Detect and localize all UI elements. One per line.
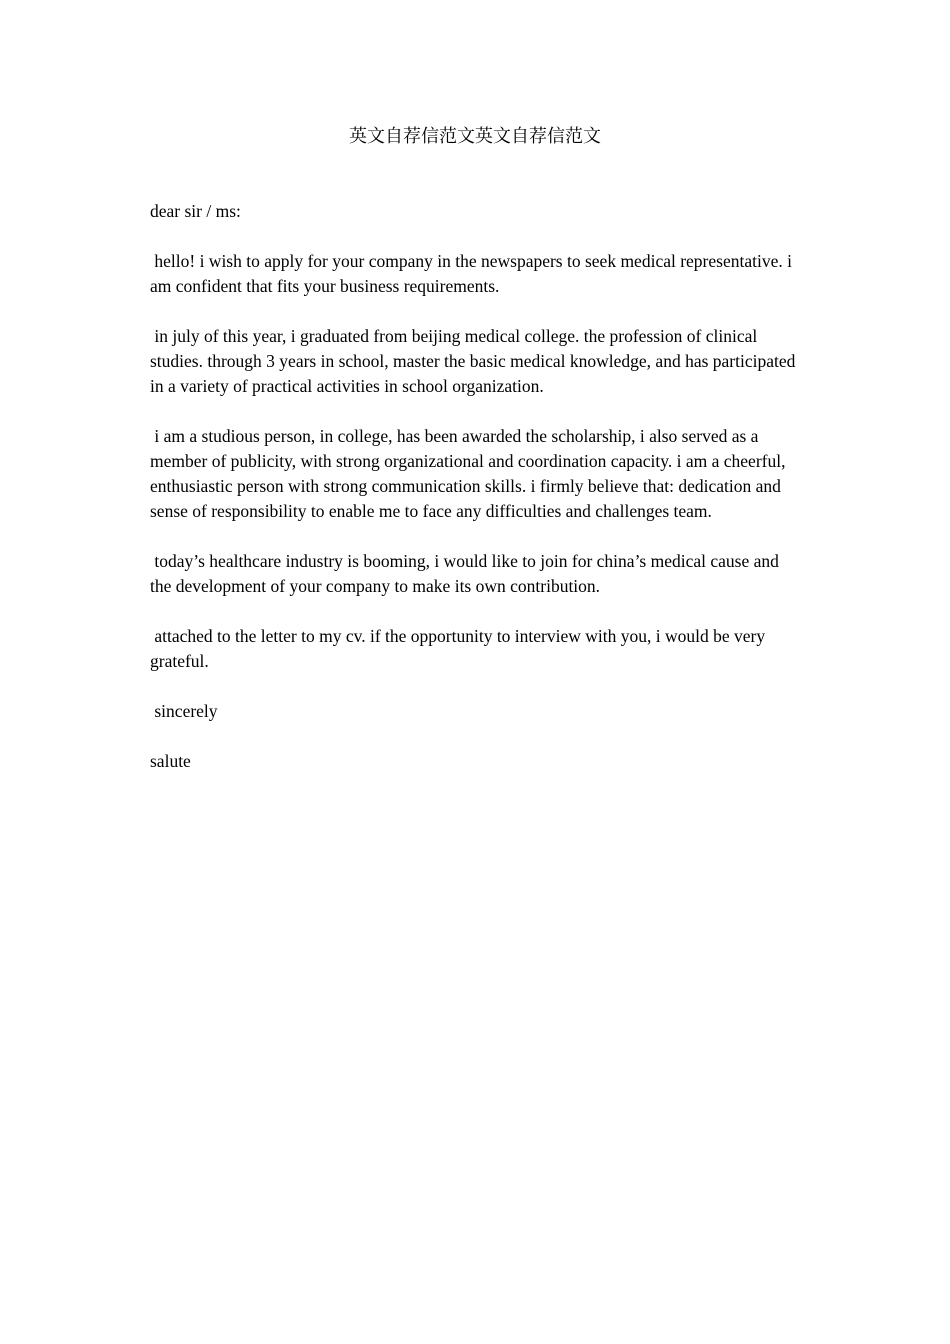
signoff: salute <box>150 751 191 771</box>
paragraph-attachment: attached to the letter to my cv. if the opportunity to interview with you, i would be very grateful. <box>150 626 770 671</box>
paragraph-intro: hello! i wish to apply for your company in the newspapers to seek medical representative. i am confident that fits your business requirements. <box>150 251 797 296</box>
letter-body <box>150 199 802 799</box>
document-title: 英文自荐信范文英文自荐信范文 <box>349 126 601 146</box>
salutation: dear sir / ms: <box>150 201 241 221</box>
closing: sincerely <box>150 701 218 721</box>
paragraph-education: in july of this year, i graduated from beijing medical college. the profession of clinical studies. through 3 years in school, master the basic medical knowledge, and has participated in a variety of practical activities in school organization. <box>150 326 800 396</box>
paragraph-personality: i am a studious person, in college, has been awarded the scholarship, i also served as a member of publicity, with strong organizational and coordination capacity. i am a cheerful, enthusiastic person with strong communication skills. i firmly believe that: dedication and sense of responsibility to enable me to face any difficulties and challenges team. <box>150 426 790 521</box>
paragraph-motivation: today’s healthcare industry is booming, i would like to join for china’s medical cause and the development of your company to make its own contribution. <box>150 551 784 596</box>
